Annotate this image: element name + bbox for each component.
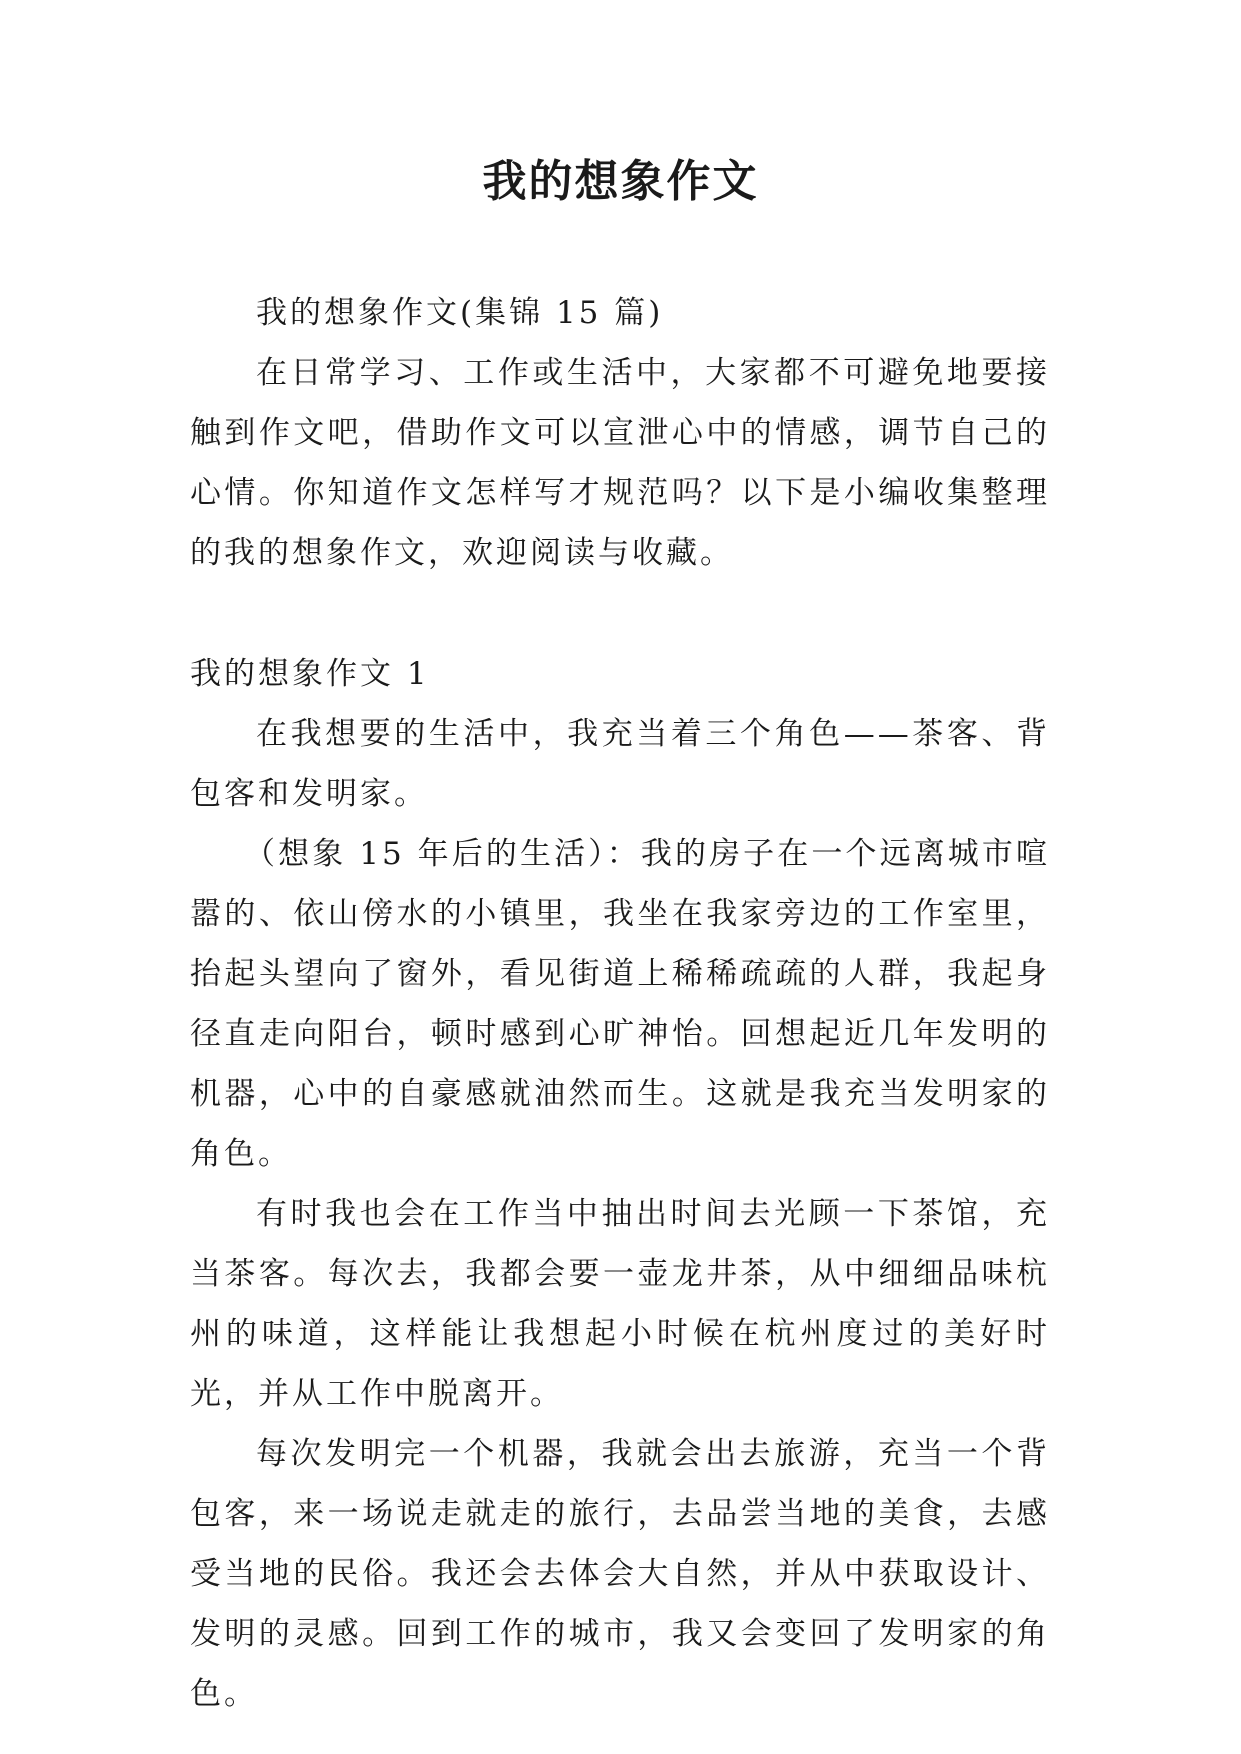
document-title: 我的想象作文 (482, 156, 759, 207)
intro-paragraph: 在日常学习、工作或生活中，大家都不可避免地要接触到作文吧，借助作文可以宣泄心中的情感，调节自己的心情。你知道作文怎样写才规范吗？以下是小编收集整理的我的想象作文，欢迎阅读与收藏。 (190, 355, 1050, 571)
document-subtitle: 我的想象作文(集锦 15 篇) (256, 295, 664, 331)
document-body (190, 283, 1050, 1724)
body-paragraph: 每次发明完一个机器，我就会出去旅游，充当一个背包客，来一场说走就走的旅行，去品尝当地的美食，去感受当地的民俗。我还会去体会大自然，并从中获取设计、发明的灵感。回到工作的城市，我又会变回了发明家的角色。 (190, 1436, 1050, 1712)
section-heading: 我的想象作文 1 (190, 656, 430, 692)
body-paragraph: 有时我也会在工作当中抽出时间去光顾一下茶馆，充当茶客。每次去，我都会要一壶龙井茶，从中细细品味杭州的味道，这样能让我想起小时候在杭州度过的美好时光，并从工作中脱离开。 (190, 1196, 1050, 1412)
body-paragraph: 在我想要的生活中，我充当着三个角色——茶客、背包客和发明家。 (190, 716, 1050, 812)
body-paragraph: （想象 15 年后的生活）：我的房子在一个远离城市喧嚣的、依山傍水的小镇里，我坐在我家旁边的工作室里，抬起头望向了窗外，看见街道上稀稀疏疏的人群，我起身径直走向阳台，顿时感到心旷神怡。回想起近几年发明的机器，心中的自豪感就油然而生。这就是我充当发明家的角色。 (190, 836, 1050, 1172)
